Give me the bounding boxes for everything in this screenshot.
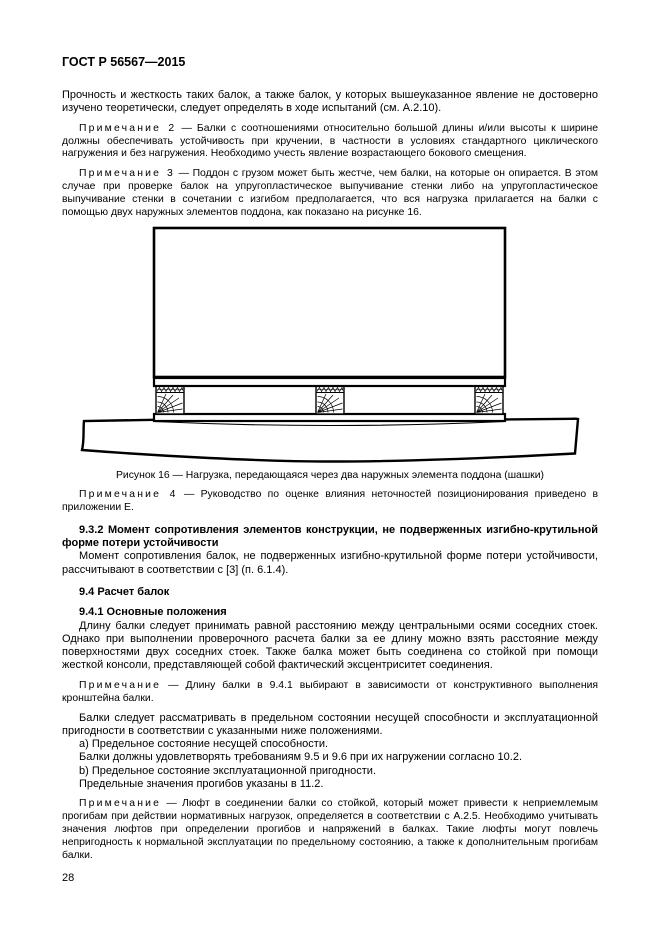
note-clearance-text: — Люфт в соединении балки со стойкой, который может привести к неприемлемым прогибам при действии нормативных нагрузок, определяется в соответствии с А.2.5. Необходимо учитывать значения люфтов при определении прогибов и напряжений в балках. Такие люфты могут повлечь непригодность к нормальной эксплуатации по предельному состоянию, а также к дополнительным прогибам балки.	[62, 798, 598, 861]
note-clearance	[62, 798, 598, 863]
note-beam-length-text: — Длину балки в 9.4.1 выбирают в зависимости от конструктивного выполнения кронштейна балки.	[62, 679, 599, 704]
note-clearance-label: Примечание	[79, 798, 162, 810]
pallet-block-left	[156, 386, 184, 414]
note-beam-length	[62, 680, 598, 706]
load-rect	[154, 228, 505, 377]
section-9-4-heading: 9.4 Расчет балок	[79, 585, 170, 598]
note-4	[62, 489, 598, 515]
pallet-bottom-deckboard	[154, 414, 505, 421]
list-item-b-text: Предельные значения прогибов указаны в 11.2.	[79, 778, 324, 791]
note-2	[62, 123, 598, 162]
list-item-a-text: Балки должны удовлетворять требованиям 9.5 и 9.6 при их нагружении согласно 10.2.	[79, 751, 523, 764]
section-9-3-2-heading: 9.3.2 Момент сопротивления элементов конструкции, не подверженных изгибно-крутильной форме потери устойчивости	[62, 523, 598, 550]
figure-caption: Рисунок 16 — Нагрузка, передающаяся через два наружных элемента поддона (шашки)	[116, 469, 544, 481]
figure-16	[70, 223, 590, 467]
list-item-b: b) Предельное состояние эксплуатационной пригодности.	[79, 764, 376, 777]
pallet-block-center	[316, 386, 344, 414]
page-number: 28	[62, 871, 75, 884]
note-4-label: Примечание 4	[79, 488, 178, 500]
pallet-top-deckboard	[154, 378, 505, 386]
note-2-text: — Балки с соотношениями относительно большой длины и/или высоты к ширине должны обеспечивать устойчивость при кручении, в частности в условиях стандартного циклического нагружения и без нагружения. Необходимо учесть явление возрастающего бокового смещения.	[62, 122, 598, 160]
note-3-label: Примечание 3	[79, 168, 175, 180]
pallet-block-right	[475, 386, 503, 414]
section-9-3-2-paragraph: Момент сопротивления балок, не подверженных изгибно-крутильной форме потери устойчивости, рассчитывают в соответствии с [3] (п. 6.1.4).	[62, 550, 598, 576]
section-9-4-1-heading: 9.4.1 Основные положения	[79, 606, 227, 619]
note-4-text: — Руководство по оценке влияния неточностей позиционирования приведено в приложении Е.	[62, 488, 598, 513]
note-3	[62, 168, 598, 220]
limit-states-paragraph: Балки следует рассматривать в предельном состоянии несущей способности и эксплуатационной пригодности в соответствии с указанными ниже положениями.	[62, 711, 598, 737]
beam-length-paragraph: Длину балки следует принимать равной расстоянию между центральными осями соседних стоек. Однако при выполнении проверочного расчета балки за ее длину можно взять расстояние между поверхностями двух соседних стоек. Также балка может быть соединена со стойкой при помощи жесткой консоли, представляющей собой фактический эксцентриситет соединения.	[62, 619, 598, 672]
note-beam-length-label: Примечание	[79, 679, 162, 691]
intro-paragraph: Прочность и жесткость таких балок, а также балок, у которых вышеуказанное явление не достоверно изучено теоретически, следует определять в ходе испытаний (см. А.2.10).	[62, 89, 598, 115]
note-3-text: — Поддон с грузом может быть жестче, чем балки, на которые он опирается. В этом случае при проверке балок на упругопластическое выпучивание стенки либо на упругопластическое выпучивание стенки в сочетании с изгибом предполагается, что вся нагрузка прилагается на балки с помощью двух наружных элементов поддона, как показано на рисунке 16.	[62, 168, 598, 219]
note-2-label: Примечание 2	[79, 122, 177, 134]
list-item-a: a) Предельное состояние несущей способности.	[79, 738, 329, 751]
figure-16-drawing	[70, 223, 590, 467]
doc-header: ГОСТ Р 56567—2015	[62, 55, 186, 69]
